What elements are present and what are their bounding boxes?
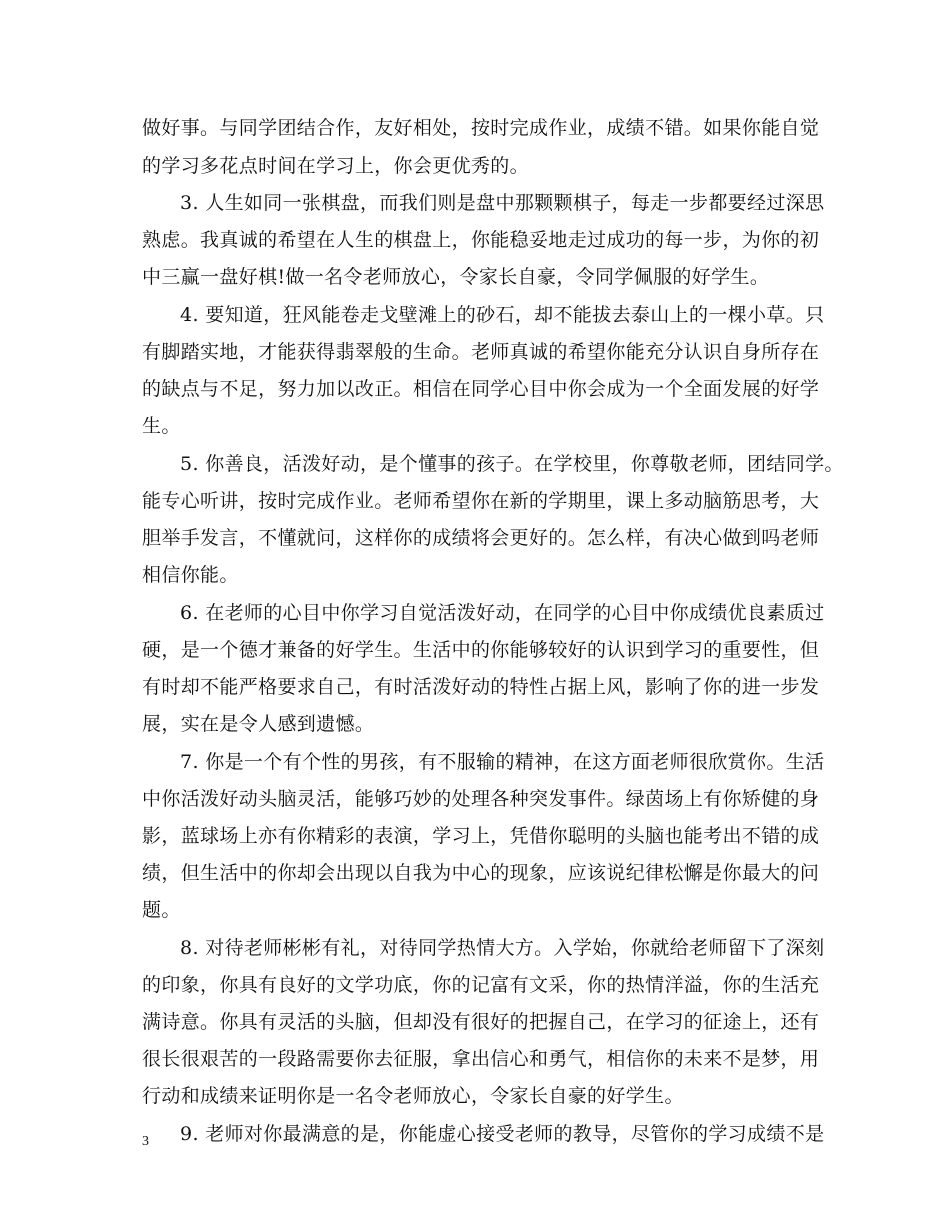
paragraph-5-first-line: 5. 你善良，活泼好动，是个懂事的孩子。在学校里，你尊敬老师，团结同学。: [180, 453, 844, 475]
text-line: 胆举手发言，不懂就问，这样你的成绩将会更好的。怎么样，有决心做到吗老师: [142, 527, 820, 549]
paragraph-9-first-line: 9. 老师对你最满意的是，你能虚心接受老师的教导，尽管你的学习成绩不是: [180, 1123, 825, 1145]
text-line: 有时却不能严格要求自己，有时活泼好动的特性占据上风，影响了你的进一步发: [142, 676, 820, 698]
text-line: 有脚踏实地，才能获得翡翠般的生命。老师真诚的希望你能充分认识自身所存在: [142, 341, 820, 363]
text-line: 相信你能。: [142, 564, 239, 586]
paragraph-4-first-line: 4. 要知道，狂风能卷走戈壁滩上的砂石，却不能拔去泰山上的一棵小草。只: [180, 304, 825, 326]
text-line: 中你活泼好动头脑灵活，能够巧妙的处理各种突发事件。绿茵场上有你矫健的身: [142, 788, 820, 810]
paragraph-7-first-line: 7. 你是一个有个性的男孩，有不服输的精神，在这方面老师很欣赏你。生活: [180, 751, 825, 773]
text-line: 行动和成绩来证明你是一名令老师放心，令家长自豪的好学生。: [142, 1085, 684, 1107]
text-line: 的印象，你具有良好的文学功底，你的记富有文采，你的热情洋溢，你的生活充: [142, 974, 820, 996]
text-line: 熟虑。我真诚的希望在人生的棋盘上，你能稳妥地走过成功的每一步，为你的初: [142, 229, 820, 251]
paragraph-6-first-line: 6. 在老师的心目中你学习自觉活泼好动，在同学的心目中你成绩优良素质过: [180, 602, 825, 624]
text-line: 的学习多花点时间在学习上，你会更优秀的。: [142, 155, 530, 177]
text-line: 很长很艰苦的一段路需要你去征服，拿出信心和勇气，相信你的未来不是梦，用: [142, 1048, 820, 1070]
text-line: 硬，是一个德才兼备的好学生。生活中的你能够较好的认识到学习的重要性，但: [142, 639, 820, 661]
paragraph-8-first-line: 8. 对待老师彬彬有礼，对待同学热情大方。入学始，你就给老师留下了深刻: [180, 937, 825, 959]
text-line: 满诗意。你具有灵活的头脑，但却没有很好的把握自己，在学习的征途上，还有: [142, 1011, 820, 1033]
paragraph-3-first-line: 3. 人生如同一张棋盘，而我们则是盘中那颗颗棋子，每走一步都要经过深思: [180, 192, 825, 214]
text-line: 绩，但生活中的你却会出现以自我为中心的现象，应该说纪律松懈是你最大的问: [142, 862, 820, 884]
text-line: 的缺点与不足，努力加以改正。相信在同学心目中你会成为一个全面发展的好学: [142, 378, 820, 400]
text-line: 能专心听讲，按时完成作业。老师希望你在新的学期里，课上多动脑筋思考，大: [142, 490, 820, 512]
text-line: 影，蓝球场上亦有你精彩的表演，学习上，凭借你聪明的头脑也能考出不错的成: [142, 825, 820, 847]
text-line: 做好事。与同学团结合作，友好相处，按时完成作业，成绩不错。如果你能自觉: [142, 117, 820, 139]
text-line: 中三赢一盘好棋!做一名令老师放心，令家长自豪，令同学佩服的好学生。: [142, 266, 770, 288]
text-line: 生。: [142, 415, 181, 437]
text-line: 展，实在是令人感到遗憾。: [142, 713, 375, 735]
text-line: 题。: [142, 899, 181, 921]
page-number: 3: [142, 1134, 149, 1149]
